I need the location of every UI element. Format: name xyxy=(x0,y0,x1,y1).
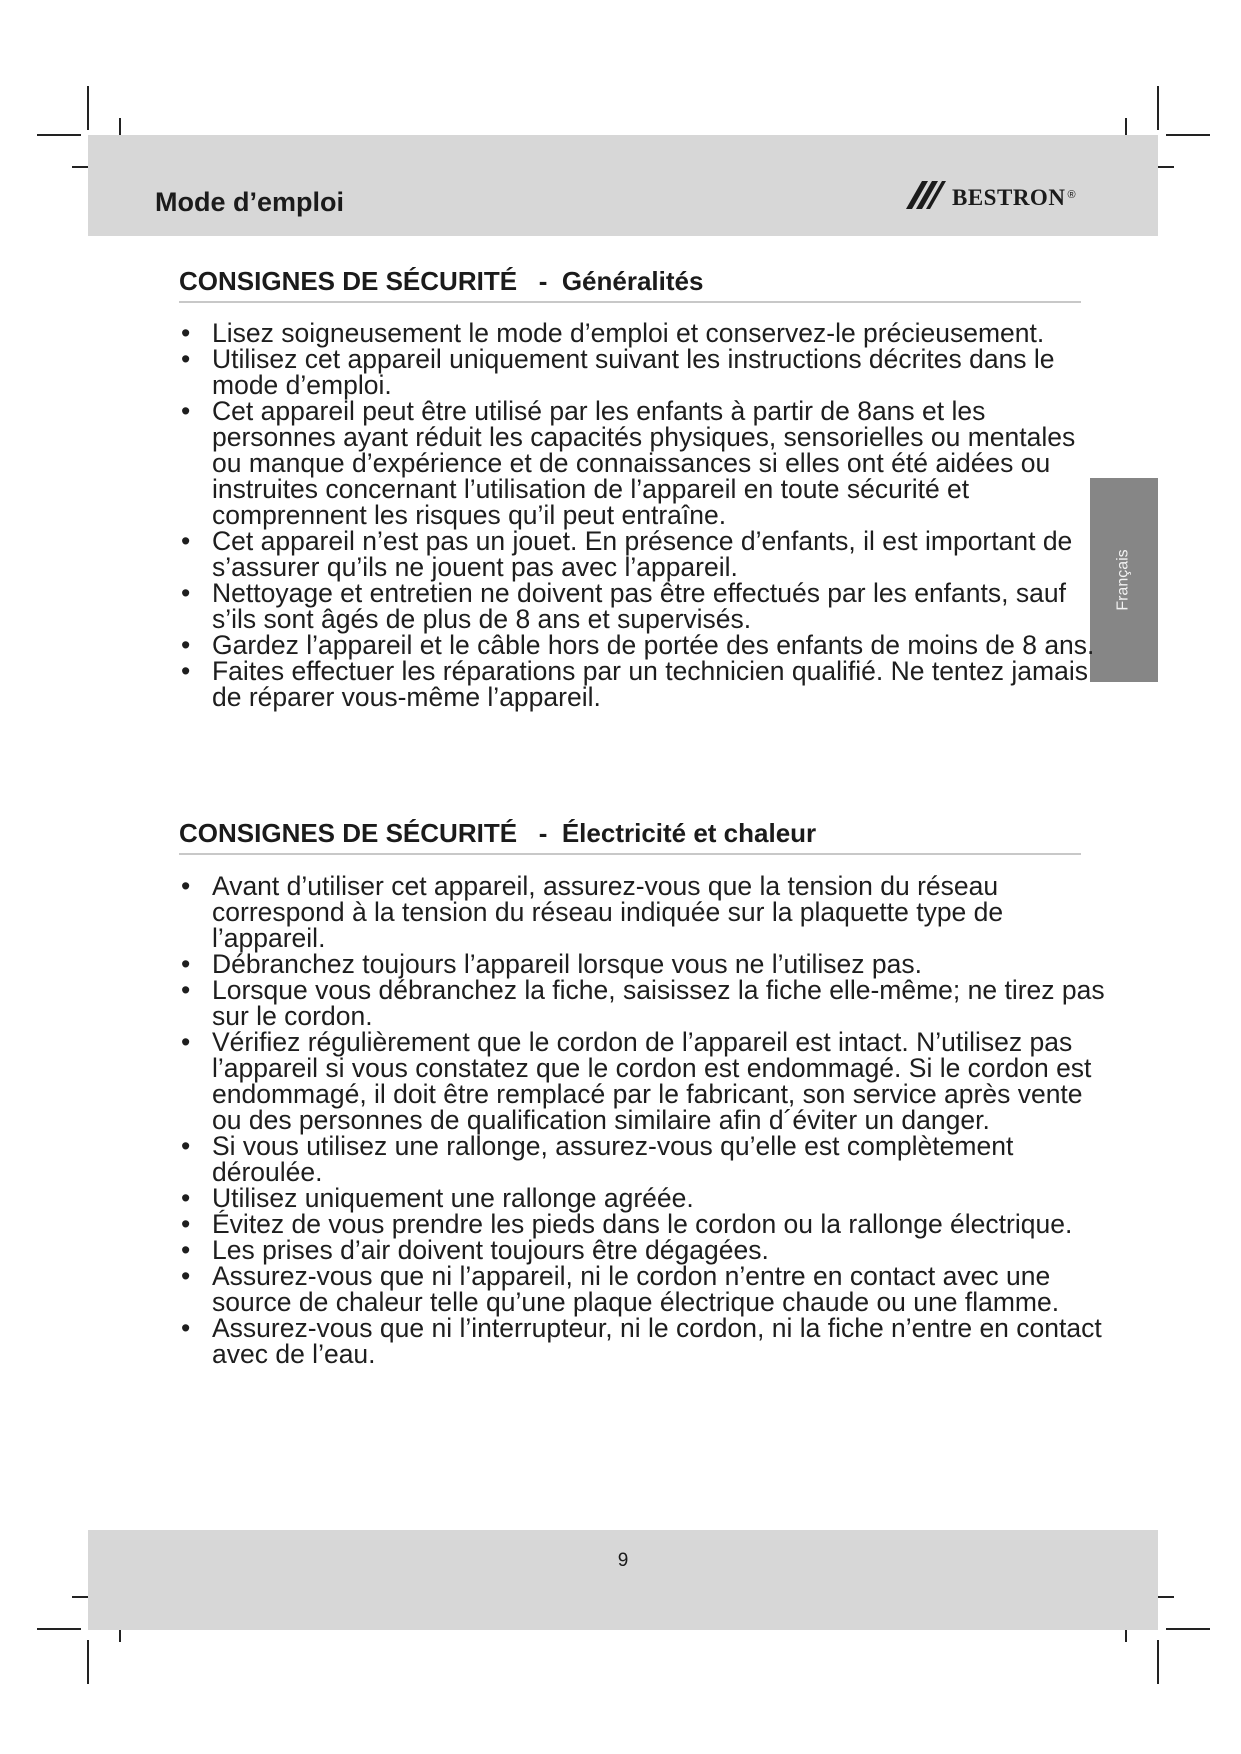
section-heading: CONSIGNES DE SÉCURITÉ - Électricité et chaleur xyxy=(179,818,817,848)
section-heading: CONSIGNES DE SÉCURITÉ - Généralités xyxy=(179,266,704,296)
page-number: 9 xyxy=(617,1550,629,1571)
crop-mark xyxy=(1157,86,1159,130)
crop-mark xyxy=(87,1640,89,1684)
section-divider xyxy=(179,853,1081,855)
language-label: Français xyxy=(1114,549,1132,611)
list-item: • Si vous utilisez une rallonge, assurez-vous qu’elle est complètement déroulée. xyxy=(181,1131,1014,1187)
list-item: • Nettoyage et entretien ne doivent pas être effectués par les enfants, sauf s’ils sont âgés de plus de 8 ans et supervisés. xyxy=(181,578,1066,634)
brand-chevron-icon xyxy=(904,179,948,211)
list-item: • Cet appareil n’est pas un jouet. En présence d’enfants, il est important de s’assurer qu’ils ne jouent pas avec l’appareil. xyxy=(181,526,1073,582)
brand-logo xyxy=(904,177,1076,213)
list-item: • Lisez soigneusement le mode d’emploi et conservez-le précieusement. xyxy=(181,318,1045,348)
list-item: • Gardez l’appareil et le câble hors de portée des enfants de moins de 8 ans. xyxy=(181,630,1095,660)
page-footer xyxy=(88,1530,1158,1630)
crop-mark xyxy=(87,86,89,130)
bullet-list xyxy=(179,873,1109,1367)
list-item: • Assurez-vous que ni l’interrupteur, ni le cordon, ni la fiche n’entre en contact avec de l’eau. xyxy=(181,1313,1102,1369)
crop-mark xyxy=(1166,134,1210,136)
section-divider xyxy=(179,301,1081,303)
list-item: • Faites effectuer les réparations par un technicien qualifié. Ne tentez jamais de réparer vous-même l’appareil. xyxy=(181,656,1088,712)
list-item: • Vérifiez régulièrement que le cordon de l’appareil est intact. N’utilisez pas l’appareil si vous constatez que le cordon est endommagé. Si le cordon est endommagé, il doit être remplacé par le fabricant, son service après vente ou des personnes de qualification similaire afin d´éviter un danger. xyxy=(181,1027,1092,1135)
crop-mark xyxy=(1166,1628,1210,1630)
document-title: Mode d’emploi xyxy=(155,187,344,217)
list-item: • Débranchez toujours l’appareil lorsque vous ne l’utilisez pas. xyxy=(181,949,923,979)
registered-mark: ® xyxy=(1067,189,1076,201)
list-item: • Utilisez cet appareil uniquement suivant les instructions décrites dans le mode d’emploi. xyxy=(181,344,1055,400)
list-item: • Assurez-vous que ni l’appareil, ni le cordon n’entre en contact avec une source de chaleur telle qu’une plaque électrique chaude ou une flamme. xyxy=(181,1261,1060,1317)
page-header xyxy=(88,135,1158,236)
list-item: • Utilisez uniquement une rallonge agréée. xyxy=(181,1183,694,1213)
brand-name: bestron xyxy=(952,176,1066,213)
list-item: • Les prises d’air doivent toujours être dégagées. xyxy=(181,1235,769,1265)
list-item: • Évitez de vous prendre les pieds dans le cordon ou la rallonge électrique. xyxy=(181,1209,1073,1239)
crop-mark xyxy=(37,1628,81,1630)
list-item: • Avant d’utiliser cet appareil, assurez-vous que la tension du réseau correspond à la tension du réseau indiquée sur la plaquette type de l’appareil. xyxy=(181,871,1004,953)
crop-mark xyxy=(1157,1640,1159,1684)
crop-mark xyxy=(37,134,81,136)
bullet-list xyxy=(179,320,1109,710)
list-item: • Cet appareil peut être utilisé par les enfants à partir de 8ans et les personnes ayant réduit les capacités physiques, sensorielles ou mentales ou manque d’expérience et de connaissances si elles ont été aidées ou instruites concernant l’utilisation de l’appareil en toute sécurité et comprennent les risques qu’il peut entraîne. xyxy=(181,396,1076,530)
list-item: • Lorsque vous débranchez la fiche, saisissez la fiche elle-même; ne tirez pas sur le cordon. xyxy=(181,975,1105,1031)
